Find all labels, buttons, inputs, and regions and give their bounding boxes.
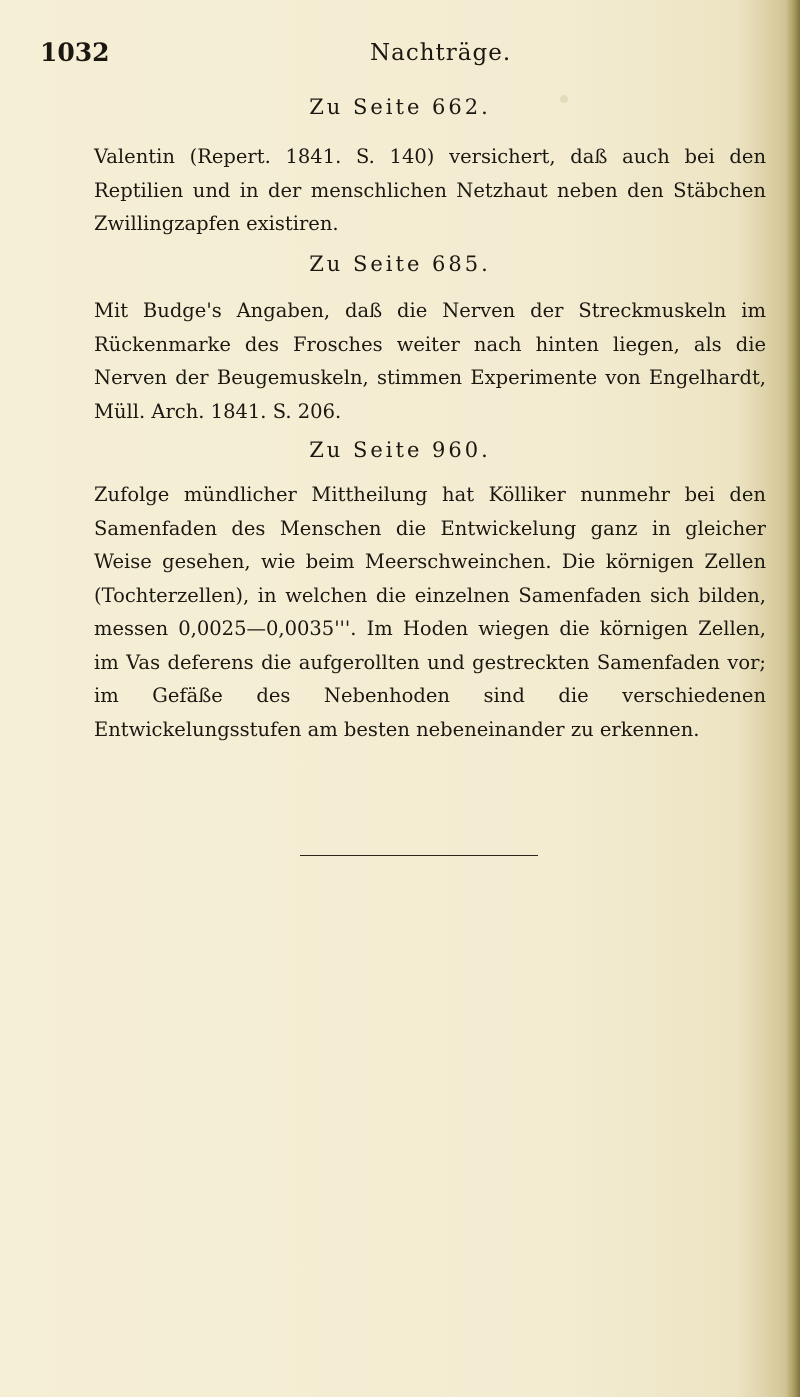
page-number: 1032 xyxy=(40,38,110,67)
page-header xyxy=(40,38,760,78)
paragraph: Zufolge mündlicher Mittheilung hat Kölliker nunmehr bei den Samenfaden des Menschen die Entwickelung ganz in gleicher Weise gesehen, wie beim Meerschweinchen. Die körnigen Zellen (Tochterzellen), in welchen die einzelnen Samenfaden sich bilden, messen 0,0025—0,0035'''. Im Hoden wiegen die körnigen Zellen, im Vas deferens die aufgerollten und gestreckten Samenfaden vor; im Gefäße des Nebenhoden sind die verschiedenen Entwickelungsstufen am besten nebeneinander zu erkennen. xyxy=(94,483,766,741)
closing-rule xyxy=(300,855,538,856)
running-title: Nachträge. xyxy=(370,40,512,66)
section-heading: Zu Seite 662. xyxy=(309,95,491,119)
paragraph: Valentin (Repert. 1841. S. 140) versichert, daß auch bei den Reptilien und in der menschlichen Netzhaut neben den Stäbchen Zwillingzapfen existiren. xyxy=(94,145,766,235)
section-heading: Zu Seite 685. xyxy=(309,252,491,276)
paragraph: Mit Budge's Angaben, daß die Nerven der Streckmuskeln im Rückenmarke des Frosches weiter nach hinten liegen, als die Nerven der Beugemuskeln, stimmen Experimente von Engelhardt, Müll. Arch. 1841. S. 206. xyxy=(94,299,766,423)
page-edge xyxy=(786,0,800,1397)
section-heading: Zu Seite 960. xyxy=(309,438,491,462)
